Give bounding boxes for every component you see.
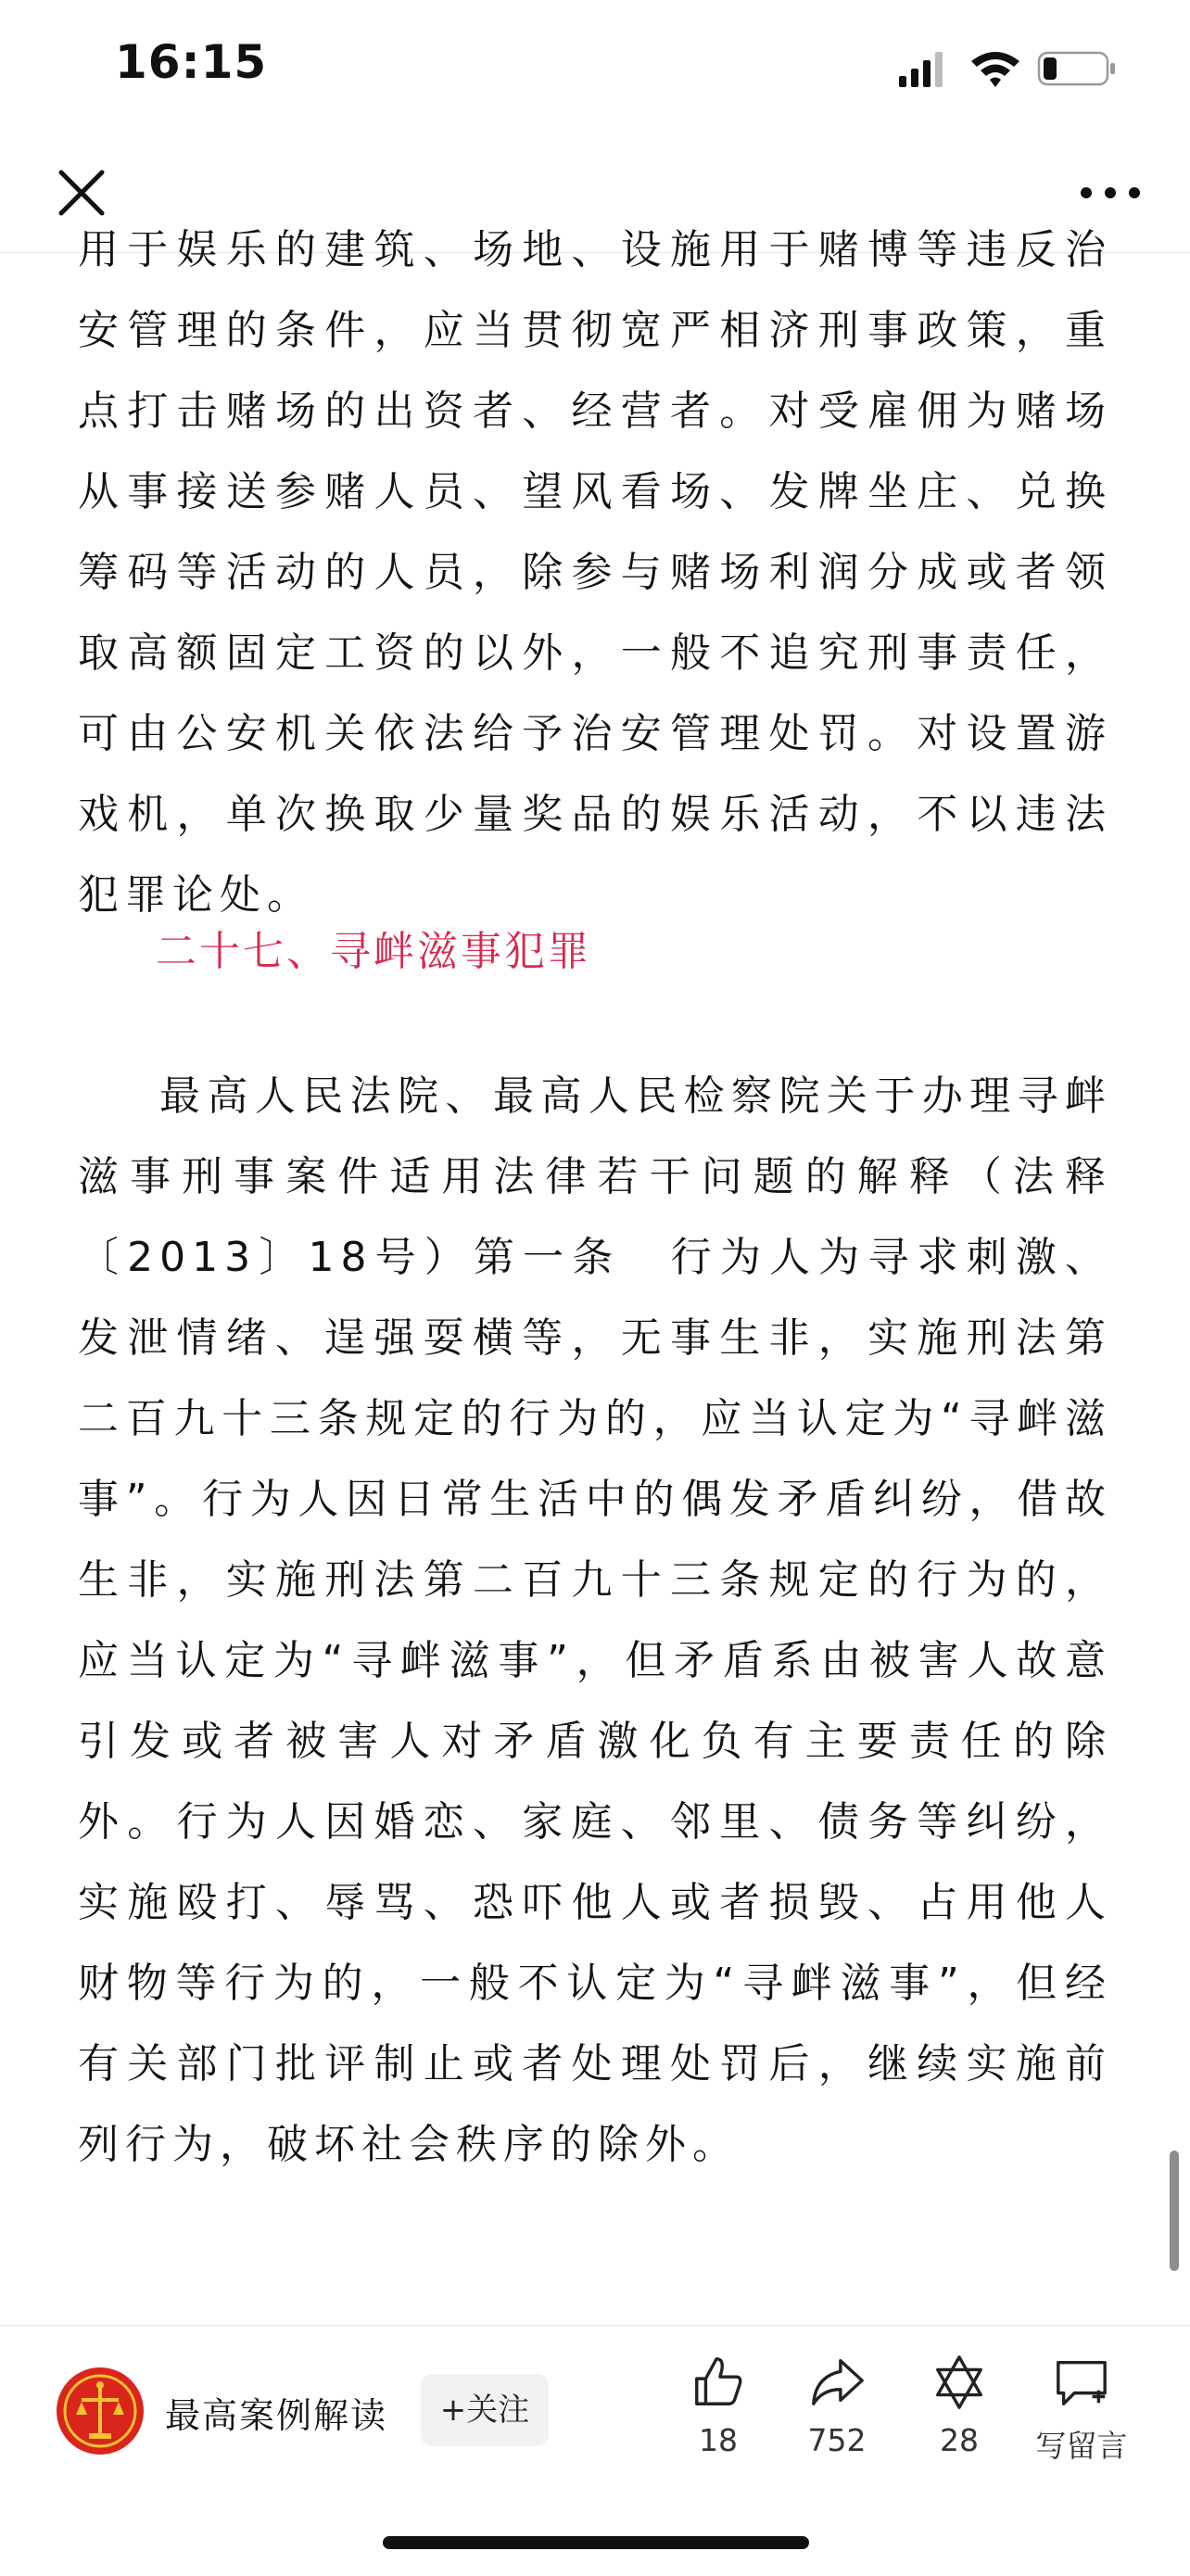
wow-button[interactable] [899, 2354, 1019, 2458]
wow-count: 28 [940, 2422, 979, 2458]
article-paragraph: 最高人民法院、最高人民检察院关于办理寻衅滋事刑事案件适用法律若干问题的解释（法释〔2013〕18号）第一条 行为人为寻求刺激、发泄情绪、逞强耍横等，无事生非，实施刑法第二百九十三条规定的行为的，应当认定为“寻衅滋事”。行为人因日常生活中的偶发矛盾纠纷，借故生非，实施刑法第二百九十三条规定的行为的，应当认定为“寻衅滋事”，但矛盾系由被害人故意引发或者被害人对矛盾激化负有主要责任的除外。行为人因婚恋、家庭、邻里、债务等纠纷，实施殴打、辱骂、恐吓他人或者损毁、占用他人财物等行为的，一般不认定为“寻衅滋事”，但经有关部门批评制止或者处理处罚后，继续实施前列行为，破坏社会秩序的除外。 [78, 1072, 1112, 2168]
status-icons [897, 48, 1120, 89]
section-heading: 二十七、寻衅滋事犯罪 [156, 928, 591, 975]
like-button[interactable] [658, 2354, 779, 2458]
wifi-icon [971, 52, 1019, 87]
comment-button[interactable] [1021, 2354, 1142, 2466]
account-name[interactable]: 最高案例解读 [165, 2395, 388, 2436]
scrollbar-thumb[interactable] [1170, 2151, 1179, 2271]
comment-bubble-icon [1053, 2354, 1110, 2411]
thumbs-up-icon [690, 2354, 747, 2411]
comment-label: 写留言 [1035, 2428, 1128, 2464]
status-time: 16:15 [115, 35, 268, 89]
star-of-david-icon [930, 2354, 988, 2411]
account-avatar-icon[interactable] [56, 2367, 145, 2455]
status-bar [0, 0, 1190, 139]
follow-button[interactable]: +关注 [421, 2374, 549, 2446]
like-count: 18 [699, 2422, 738, 2458]
home-indicator[interactable] [383, 2536, 809, 2549]
article-paragraph: 用于娱乐的建筑、场地、设施用于赌博等违反治安管理的条件，应当贯彻宽严相济刑事政策，重点打击赌场的出资者、经营者。对受雇佣为赌场从事接送参赌人员、望风看场、发牌坐庄、兑换筹码等活动的人员，除参与赌场利润分成或者领取高额固定工资的以外，一般不追究刑事责任，可由公安机关依法给予治安管理处罚。对设置游戏机，单次换取少量奖品的娱乐活动，不以违法犯罪论处。 [78, 226, 1112, 919]
article-body [0, 226, 1190, 2325]
battery-icon [1039, 53, 1115, 84]
share-button[interactable] [777, 2354, 897, 2458]
share-count: 752 [807, 2422, 867, 2458]
share-arrow-icon [808, 2354, 866, 2411]
signal-icon [899, 52, 943, 87]
